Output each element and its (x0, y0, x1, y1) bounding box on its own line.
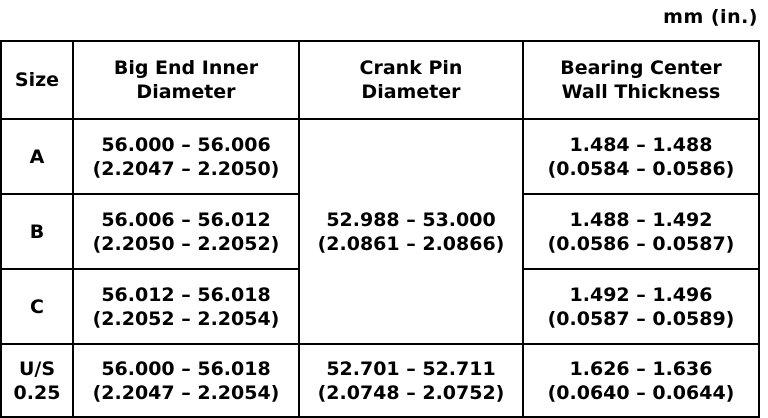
cell-crank-pin-standard (299, 119, 523, 344)
wall-mm: 1.484 – 1.488 (569, 133, 713, 156)
cell-crank-pin-undersize (299, 344, 523, 417)
cell-wall-thickness (523, 269, 759, 344)
big-end-in: (2.2047 – 2.2054) (92, 381, 280, 404)
bearing-spec-table (0, 40, 760, 418)
crank-pin-mm: 52.988 – 53.000 (326, 208, 496, 231)
header-big-end-line2: Diameter (136, 81, 236, 103)
header-wall-line2: Wall Thickness (561, 81, 721, 103)
big-end-in: (2.2052 – 2.2054) (92, 307, 280, 330)
big-end-mm: 56.000 – 56.018 (101, 357, 271, 380)
size-value: C (30, 295, 44, 318)
cell-size (1, 269, 73, 344)
header-big-end-line1: Big End Inner (113, 57, 259, 79)
cell-wall-thickness (523, 194, 759, 269)
table-header-row (1, 41, 759, 119)
wall-mm: 1.626 – 1.636 (569, 357, 713, 380)
cell-wall-thickness (523, 344, 759, 417)
size-value: A (29, 145, 45, 168)
cell-big-end (73, 344, 299, 417)
size-value: B (29, 220, 45, 243)
cell-size (1, 344, 73, 417)
cell-size (1, 194, 73, 269)
header-size (1, 41, 73, 119)
header-big-end-inner-diameter (73, 41, 299, 119)
size-value-line2: 0.25 (13, 381, 61, 404)
wall-in: (0.0586 – 0.0587) (547, 232, 735, 255)
wall-in: (0.0587 – 0.0589) (547, 307, 735, 330)
wall-mm: 1.492 – 1.496 (569, 283, 713, 306)
crank-pin-in: (2.0748 – 2.0752) (317, 381, 505, 404)
cell-big-end (73, 194, 299, 269)
table-row-size-a (1, 119, 759, 194)
header-wall-line1: Bearing Center (560, 57, 722, 79)
table-row-undersize-025 (1, 344, 759, 417)
header-crank-pin-line2: Diameter (361, 81, 461, 103)
cell-size (1, 119, 73, 194)
big-end-in: (2.2047 – 2.2050) (92, 157, 280, 180)
wall-in: (0.0640 – 0.0644) (547, 381, 735, 404)
big-end-mm: 56.006 – 56.012 (101, 208, 271, 231)
cell-wall-thickness (523, 119, 759, 194)
crank-pin-mm: 52.701 – 52.711 (326, 357, 496, 380)
big-end-in: (2.2050 – 2.2052) (92, 232, 280, 255)
cell-big-end (73, 119, 299, 194)
big-end-mm: 56.000 – 56.006 (101, 133, 271, 156)
size-value-line1: U/S (18, 357, 56, 380)
header-bearing-wall-thickness (523, 41, 759, 119)
cell-big-end (73, 269, 299, 344)
units-label: mm (in.) (663, 6, 758, 28)
wall-mm: 1.488 – 1.492 (569, 208, 713, 231)
big-end-mm: 56.012 – 56.018 (101, 283, 271, 306)
header-crank-pin-line1: Crank Pin (359, 57, 463, 79)
crank-pin-in: (2.0861 – 2.0866) (317, 232, 505, 255)
header-crank-pin-diameter (299, 41, 523, 119)
header-size-label: Size (14, 69, 60, 91)
wall-in: (0.0584 – 0.0586) (547, 157, 735, 180)
